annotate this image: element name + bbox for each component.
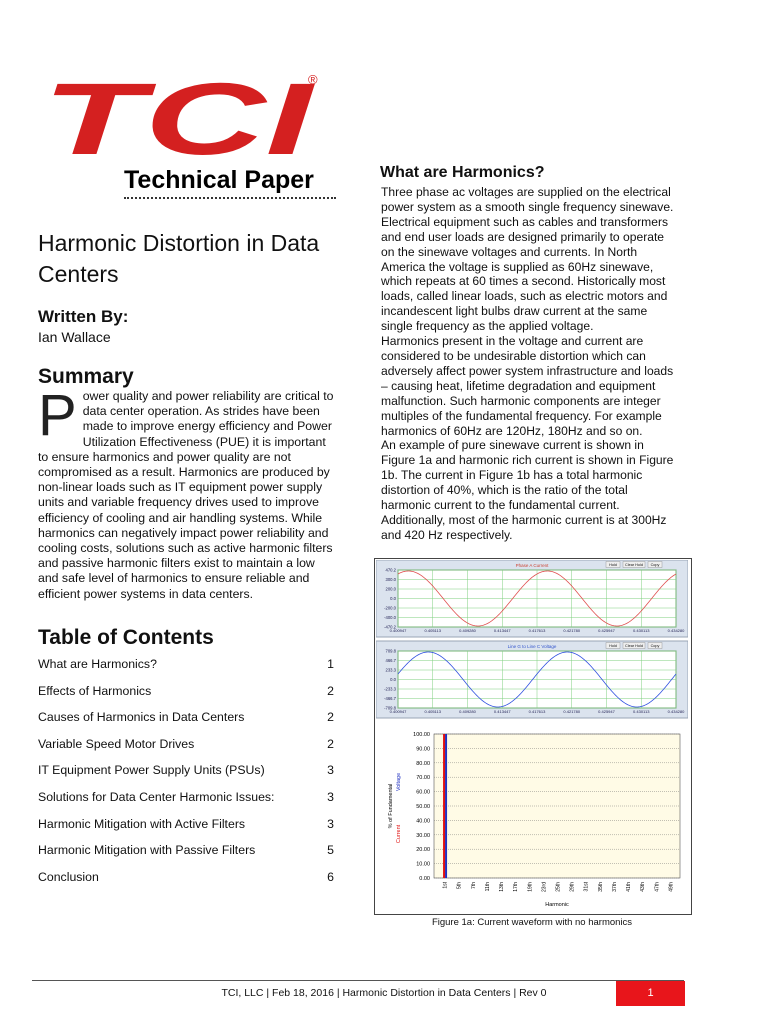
plot-button-label: Copy <box>650 563 660 567</box>
y-tick-label: 90.00 <box>416 746 430 753</box>
y-tick-label: -400.0 <box>384 615 396 620</box>
toc-item-page: 3 <box>327 789 334 804</box>
toc-item-page: 5 <box>327 843 334 858</box>
y-tick-label: 60.00 <box>416 789 430 796</box>
table-of-contents <box>38 655 336 894</box>
logo-text: TCI <box>42 70 317 158</box>
toc-item-label: Variable Speed Motor Drives <box>38 736 195 751</box>
harmonic-spectrum-chart <box>380 728 686 911</box>
y-tick-label: 20.00 <box>416 847 430 854</box>
x-tick-label: 23rd <box>541 882 548 893</box>
harmonics-paragraph-1: Three phase ac voltages are supplied on the electrical power system as a smooth single frequency sinewave. Electrical equipment such as cables and transformers and end user loads are designed primarily to operate on the sinewave voltages and currents. In North America the voltage is supplied as 60Hz sinewave, which repeats at 60 times a second. Historically most loads, called linear loads, such as electric motors and incandescent light bulbs draw current at the same single frequency as the applied voltage. <box>381 185 674 334</box>
toc-item-label: Conclusion <box>38 869 99 884</box>
chart-ylabel: % of Fundamental <box>388 783 394 829</box>
x-tick-label: 0.405113 <box>424 628 441 633</box>
y-tick-label: 200.0 <box>385 586 396 592</box>
toc-item-label: IT Equipment Power Supply Units (PSUs) <box>38 763 265 778</box>
bar-current <box>443 734 445 878</box>
toc-item-page: 1 <box>327 657 334 671</box>
x-tick-label: 0.430113 <box>633 628 650 633</box>
y-tick-label: 233.3 <box>385 667 396 673</box>
toc-item-label: Causes of Harmonics in Data Centers <box>38 710 245 725</box>
toc-item[interactable] <box>38 841 336 868</box>
line-voltage-plot <box>376 641 688 718</box>
toc-heading: Table of Contents <box>38 626 214 649</box>
waveform-panels <box>376 560 688 720</box>
registered-mark: ® <box>308 72 318 87</box>
toc-item-page: 2 <box>327 736 334 751</box>
y-tick-label: -233.3 <box>384 686 396 692</box>
toc-item-page: 6 <box>327 869 334 884</box>
harmonics-body <box>381 185 679 543</box>
x-tick-label: 47th <box>654 882 661 892</box>
x-tick-label: 0.434280 <box>667 628 685 633</box>
plot-button-label: Clear Hold <box>625 563 643 567</box>
y-tick-label: 100.00 <box>413 732 430 738</box>
plot-button-label: Copy <box>650 644 660 648</box>
footer-rule <box>32 980 684 981</box>
y-tick-label: -709.8 <box>384 705 396 711</box>
x-tick-label: 0.417613 <box>528 709 546 714</box>
x-tick-label: 19th <box>527 882 534 892</box>
plot-button-label: Hold <box>609 644 617 648</box>
y-tick-label: 40.00 <box>416 818 430 825</box>
plot2-title: Line G to Line C Voltage <box>507 644 557 649</box>
x-tick-label: 25th <box>555 882 562 892</box>
toc-item[interactable] <box>38 682 336 709</box>
summary-paragraph <box>38 383 334 602</box>
chart-ylabel-current: Current <box>396 824 402 844</box>
toc-item[interactable] <box>38 815 336 842</box>
toc-item[interactable] <box>38 868 336 895</box>
x-tick-label: 31st <box>583 882 590 892</box>
x-tick-label: 17th <box>513 882 520 892</box>
plot-button-label: Clear Hold <box>625 644 643 648</box>
toc-item[interactable] <box>38 655 336 682</box>
x-tick-label: 0.425947 <box>598 709 615 714</box>
y-tick-label: 30.00 <box>416 832 430 839</box>
author-name: Ian Wallace <box>38 329 111 345</box>
y-tick-label: 50.00 <box>416 804 430 810</box>
chart-xlabel: Harmonic <box>545 902 569 908</box>
x-tick-label: 43th <box>640 882 647 892</box>
x-tick-label: 0.413447 <box>493 628 511 633</box>
y-tick-label: 80.00 <box>416 760 430 767</box>
tci-logo <box>38 70 328 158</box>
x-tick-label: 0.400947 <box>389 709 407 714</box>
x-tick-label: 13th <box>499 882 506 892</box>
y-tick-label: 10.00 <box>416 861 430 868</box>
y-tick-label: 0.0 <box>390 596 396 601</box>
x-tick-label: 0.425947 <box>598 628 615 633</box>
x-tick-label: 7th <box>470 882 477 889</box>
x-tick-label: 0.430113 <box>633 709 650 714</box>
toc-item-label: What are Harmonics? <box>38 657 157 671</box>
toc-item-label: Harmonic Mitigation with Passive Filters <box>38 843 256 858</box>
phase-a-current-plot <box>376 560 688 637</box>
x-tick-label: 35th <box>597 882 604 892</box>
x-tick-label: 0.413447 <box>493 709 511 714</box>
y-tick-label: 470.2 <box>385 567 396 573</box>
y-tick-label: 466.7 <box>385 658 396 663</box>
x-tick-label: 0.421780 <box>563 628 581 633</box>
summary-heading: Summary <box>38 365 134 388</box>
y-tick-label: 0.0 <box>390 677 396 682</box>
plot-button-label: Hold <box>609 563 617 567</box>
x-tick-label: 0.421780 <box>563 709 581 714</box>
x-tick-label: 0.405113 <box>424 709 441 714</box>
plot1-title: Phase A Current <box>515 563 549 568</box>
y-tick-label: 0.00 <box>419 876 430 882</box>
toc-item-page: 2 <box>327 710 334 725</box>
x-tick-label: 29th <box>569 882 576 892</box>
harmonics-heading: What are Harmonics? <box>380 164 545 181</box>
toc-item[interactable] <box>38 788 336 815</box>
x-tick-label: 5th <box>456 882 463 889</box>
y-tick-label: -470.2 <box>384 624 396 630</box>
footer-text: TCI, LLC | Feb 18, 2016 | Harmonic Distortion in Data Centers | Rev 0 <box>221 987 547 999</box>
summary-text: ower quality and power reliability are critical to data center operation. As strides have been made to improve energy efficiency and Power Utilization Effectiveness (PUE) it is important to ensure harmonics and power quality are not compromised as a result. Harmonics are produced by non-linear loads such as IT equipment power supply units and variable frequency drives used to improve efficiency of cooling and air handling systems. While harmonics can negatively impact power reliability and cooling costs, solutions such as active harmonic filters and passive harmonic filters exist to maintain a low and safe level of harmonics to ensure reliable and efficient power systems in data centers. <box>38 389 334 601</box>
toc-item[interactable] <box>38 761 336 788</box>
x-tick-label: 1st <box>442 882 449 889</box>
x-tick-label: 0.417613 <box>528 628 546 633</box>
y-tick-label: 709.8 <box>385 648 396 654</box>
harmonics-paragraph-3: An example of pure sinewave current is shown in Figure 1a and harmonic rich current is shown in Figure 1b. The current in Figure 1b has a total harmonic distortion of 40%, which is the ratio of the total harmonic current to the fundamental current. Additionally, most of the harmonic current is at 300Hz and 420 Hz respectively. <box>381 438 674 542</box>
dotted-divider <box>124 197 336 199</box>
toc-item-label: Harmonic Mitigation with Active Filters <box>38 816 246 831</box>
x-tick-label: 0.409280 <box>459 709 476 714</box>
paper-type: Technical Paper <box>124 166 314 194</box>
document-title: Harmonic Distortion in Data Centers <box>38 230 320 287</box>
written-by-heading: Written By: <box>38 307 129 326</box>
harmonics-paragraph-2: Harmonics present in the voltage and current are considered to be undesirable distortion which can adversely affect power system infrastructure and loads – causing heat, lifetime degradation and equipment malfunction. Such harmonic components are integer multiples of the fundamental frequency. For example harmonics of 60Hz are 120Hz, 180Hz and so on. <box>381 334 674 438</box>
x-tick-label: 11th <box>484 882 491 892</box>
bar-voltage <box>445 734 447 878</box>
x-tick-label: 0.434280 <box>667 709 685 714</box>
toc-item[interactable] <box>38 735 336 762</box>
x-tick-label: 41th <box>626 882 633 892</box>
toc-item-page: 3 <box>327 763 334 778</box>
toc-item-page: 3 <box>327 816 334 831</box>
y-tick-label: 70.00 <box>416 775 430 782</box>
x-tick-label: 49th <box>668 882 675 892</box>
x-tick-label: 0.400947 <box>389 628 407 633</box>
x-tick-label: 0.409280 <box>459 628 476 633</box>
toc-item-page: 2 <box>327 683 334 698</box>
toc-item-label: Solutions for Data Center Harmonic Issues: <box>38 789 275 804</box>
y-tick-label: -200.0 <box>384 605 396 611</box>
y-tick-label: 300.0 <box>385 577 396 582</box>
toc-item[interactable] <box>38 708 336 735</box>
figure-caption: Figure 1a: Current waveform with no harmonics <box>431 917 633 928</box>
drop-cap: P <box>38 383 77 448</box>
x-tick-label: 37th <box>611 882 618 892</box>
page-number: 1 <box>616 981 685 1006</box>
y-tick-label: -466.7 <box>384 696 396 701</box>
toc-item-label: Effects of Harmonics <box>38 683 152 698</box>
chart-ylabel-voltage: Voltage <box>396 772 402 792</box>
